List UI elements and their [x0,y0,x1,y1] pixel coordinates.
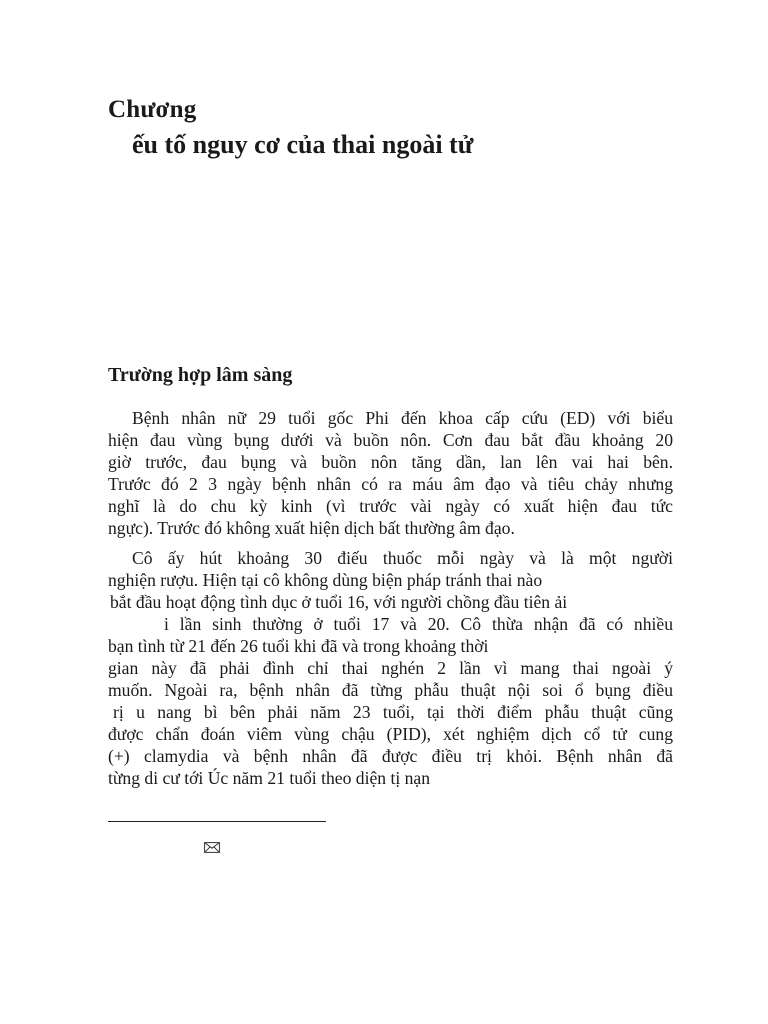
chapter-label: Chương [108,96,197,123]
paragraph-line: muốn. Ngoài ra, bệnh nhân đã từng phẫu thuật nội soi ổ bụng điều [108,680,673,700]
paragraph-line: Bệnh nhân nữ 29 tuổi gốc Phi đến khoa cấp cứu (ED) với biểu [132,408,673,428]
paragraph-line: bắt đầu hoạt động tình dục ở tuổi 16, với người chồng đầu tiên ải [110,592,568,612]
envelope-icon [204,840,220,851]
paragraph-line: rị u nang bì bên phải năm 23 tuổi, tại thời điểm phẫu thuật cũng [113,702,673,722]
paragraph-line: từng di cư tới Úc năm 21 tuổi theo diện tị nạn [108,768,431,788]
paragraph-line: nghiện rượu. Hiện tại cô không dùng biện pháp tránh thai nào [108,570,543,590]
paragraph-line: gian này đã phải đình chỉ thai nghén 2 lần vì mang thai ngoài ý [108,658,673,678]
paragraph-line: i lần sinh thường ở tuổi 17 và 20. Cô thừa nhận đã có nhiều [164,614,673,634]
paragraph-line: được chẩn đoán viêm vùng chậu (PID), xét nghiệm dịch cổ tử cung [108,724,673,744]
footnote-rule [108,821,326,822]
paragraph-line: hiện đau vùng bụng dưới và buồn nôn. Cơn đau bắt đầu khoảng 20 [108,430,673,450]
paragraph-line: giờ trước, đau bụng và buồn nôn tăng dần, lan lên vai hai bên. [108,452,673,472]
paragraph-line: nghĩ là do chu kỳ kinh (vì trước vài ngày có xuất hiện đau tức [108,496,673,516]
chapter-title: ếu tố nguy cơ của thai ngoài tử [132,130,474,159]
paragraph-line: bạn tình từ 21 đến 26 tuổi khi đã và trong khoảng thời [108,636,489,656]
paragraph-line: Trước đó 2 3 ngày bệnh nhân có ra máu âm đạo và tiêu chảy nhưng [108,474,673,494]
paragraph-line: ngực). Trước đó không xuất hiện dịch bất thường âm đạo. [108,518,515,538]
paragraph-line: (+) clamydia và bệnh nhân đã được điều trị khỏi. Bệnh nhân đã [108,746,673,766]
paragraph-line: Cô ấy hút khoảng 30 điếu thuốc mỗi ngày và là một người [132,548,673,568]
section-heading: Trường hợp lâm sàng [108,364,293,386]
